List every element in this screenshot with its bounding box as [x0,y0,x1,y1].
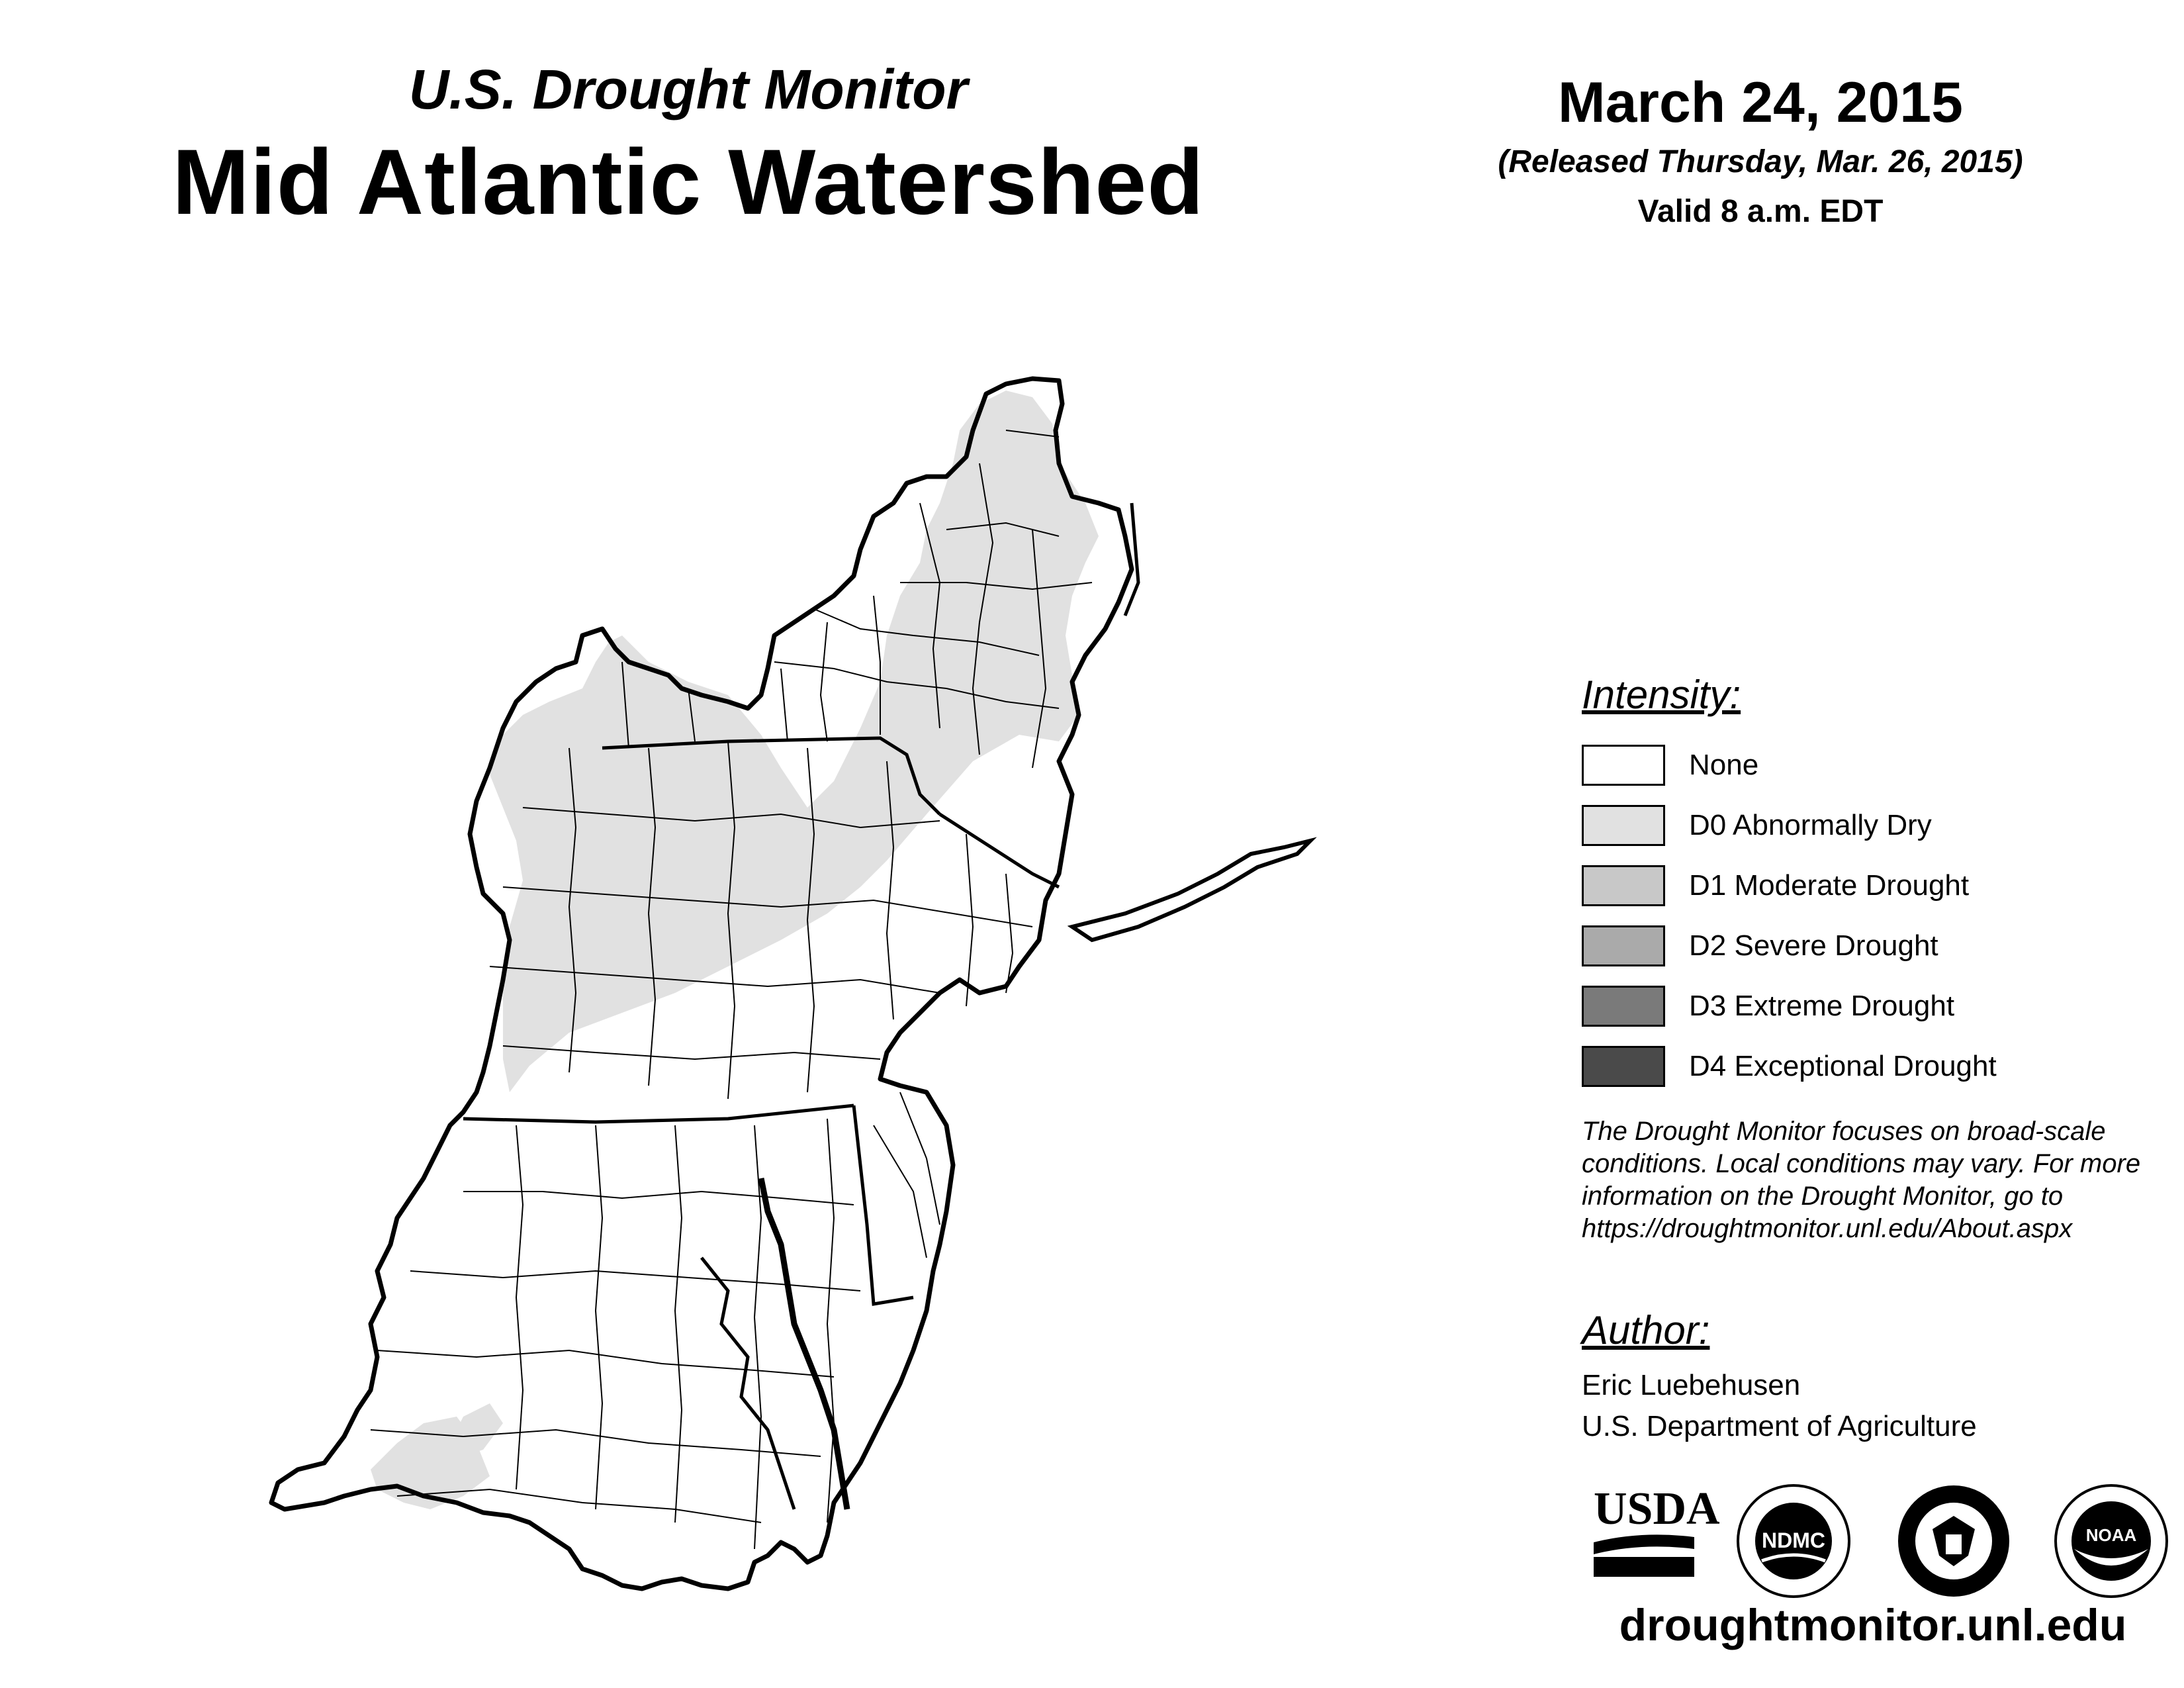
noaa-logo-text: NOAA [2085,1525,2137,1545]
website-link[interactable]: droughtmonitor.unl.edu [1619,1600,2127,1650]
legend-swatch [1582,805,1665,846]
ndmc-logo-text: NDMC [1762,1528,1825,1552]
long-island [1072,841,1310,940]
usda-logo-text: USDA [1594,1483,1720,1534]
legend-item-d4 [1582,1036,2164,1096]
legend-item-d0 [1582,795,2164,855]
legend-swatch [1582,986,1665,1027]
map-date: March 24, 2015 [1558,71,1963,134]
legend-item-d2 [1582,915,2164,976]
valid-time: Valid 8 a.m. EDT [1637,194,1884,229]
legend-item-d3 [1582,976,2164,1036]
ndmc-logo [1738,1485,1849,1597]
legend-swatch [1582,925,1665,966]
author-organization: U.S. Department of Agriculture [1582,1410,1977,1442]
legend-label: D0 Abnormally Dry [1689,808,1932,841]
legend [1582,669,2164,1096]
chesapeake-bay [761,1178,847,1509]
legend-item-d1 [1582,855,2164,915]
legend-label: D4 Exceptional Drought [1689,1049,1997,1082]
legend-swatch [1582,745,1665,786]
legend-swatch [1582,1046,1665,1087]
disclaimer-note: The Drought Monitor focuses on broad-scale conditions. Local conditions may vary. For more information on the Drought Monitor, go to https://droughtmonitor.unl.edu/About.aspx [1582,1117,2141,1243]
author-name: Eric Luebehusen [1582,1369,1801,1401]
legend-item-none [1582,735,2164,795]
legend-label: D3 Extreme Drought [1689,989,1955,1022]
bay-shoreline-west [702,1258,794,1509]
legend-label: None [1689,748,1759,781]
map-subtitle: U.S. Drought Monitor [408,58,968,120]
legend-swatch [1582,865,1665,906]
noaa-logo [2056,1485,2167,1597]
department-of-commerce-seal-icon [1898,1485,2009,1597]
author-title: Author: [1582,1308,1710,1352]
legend-label: D2 Severe Drought [1689,929,1938,962]
legend-title: Intensity: [1582,673,1741,717]
author-block [1582,1304,2164,1447]
usda-logo [1594,1483,1720,1577]
legend-label: D1 Moderate Drought [1689,868,1970,902]
map-title: Mid Atlantic Watershed [172,130,1205,234]
release-date: (Released Thursday, Mar. 26, 2015) [1498,144,2023,179]
agency-logos [1588,1476,2171,1602]
